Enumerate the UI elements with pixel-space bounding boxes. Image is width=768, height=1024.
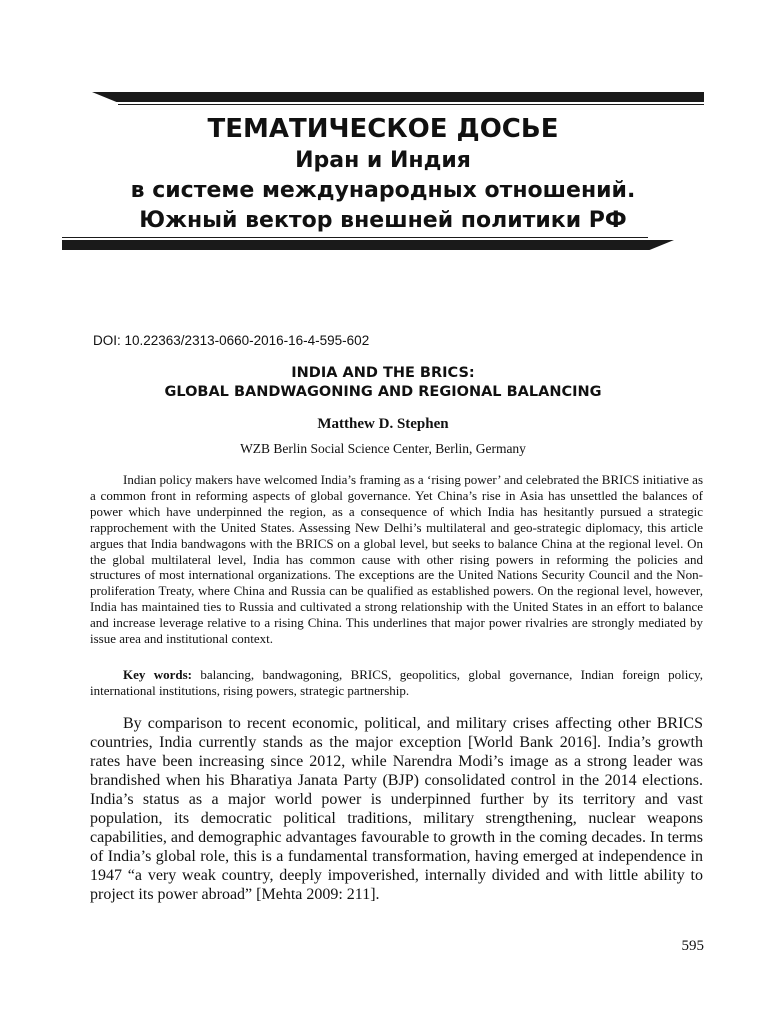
article-title-line-1: INDIA AND THE BRICS: bbox=[291, 365, 475, 381]
article-title bbox=[62, 364, 704, 402]
article-title-line-2: GLOBAL BANDWAGONING AND REGIONAL BALANCING bbox=[164, 384, 602, 400]
banner-bottom-thick-rule bbox=[62, 240, 674, 250]
banner-subheading-2: в системе международных отношений. bbox=[130, 178, 636, 203]
doi-text: DOI: 10.22363/2313-0660-2016-16-4-595-602 bbox=[93, 333, 370, 348]
banner-top-thick-rule bbox=[92, 92, 704, 102]
banner-subheading-3: Южный вектор внешней политики РФ bbox=[139, 208, 627, 233]
banner-heading: ТЕМАТИЧЕСКОЕ ДОСЬЕ bbox=[207, 114, 559, 144]
keywords-list: balancing, bandwagoning, BRICS, geopolitics, global governance, Indian foreign policy, international institutions, rising powers, strategic partnership. bbox=[90, 667, 703, 698]
dossier-banner bbox=[62, 112, 704, 236]
body-paragraph: By comparison to recent economic, political, and military crises affecting other BRICS countries, India currently stands as the major exception [World Bank 2016]. India’s growth rates have been increasing since 2012, while Narendra Modi’s image as a strong leader was brandished when his Bharatiya Janata Party (BJP) consolidated control in the 2014 elections. India’s status as a major world power is underpinned further by its territory and vast population, its democratic political traditions, military strengthening, nuclear weapons capabilities, and demographic advantages favourable to growth in the coming decades. In terms of India’s global role, this is a fundamental transformation, having emerged at independence in 1947 “a very weak country, deeply impoverished, internally divided and with little ability to project its power abroad” [Mehta 2009: 211]. bbox=[90, 715, 703, 903]
page-number: 595 bbox=[681, 938, 704, 954]
banner-bottom-thin-rule bbox=[62, 237, 648, 238]
banner-subheading-1: Иран и Индия bbox=[295, 148, 471, 173]
author-affiliation: WZB Berlin Social Science Center, Berlin, Germany bbox=[240, 441, 526, 456]
banner-top-thin-rule bbox=[118, 104, 704, 105]
abstract-paragraph: Indian policy makers have welcomed India’s framing as a ‘rising power’ and celebrated the BRICS initiative as a common front in reforming aspects of global governance. Yet China’s rise in Asia has unsettled the balances of power which have underpinned the region, as a consequence of which India has hesitantly pursued a strategic rapprochement with the United States. Assessing New Delhi’s multilateral and geo-strategic diplomacy, this article argues that India bandwagons with the BRICS on a global level, but seeks to balance China at the regional level. On the global multilateral level, India has common cause with other rising powers in reforming the policies and structures of most international organizations. The exceptions are the United Nations Security Council and the Non-proliferation Treaty, where China and Russia can be qualified as established powers. On the regional level, however, India has maintained ties to Russia and cultivated a strong relationship with the United States in an effort to balance and increase leverage relative to a rising China. This underlines that major power rivalries are strongly mediated by issue area and institutional context. bbox=[90, 472, 703, 647]
keywords-label: Key words: bbox=[123, 667, 192, 682]
author-name: Matthew D. Stephen bbox=[317, 416, 449, 432]
keywords-paragraph bbox=[90, 667, 703, 699]
